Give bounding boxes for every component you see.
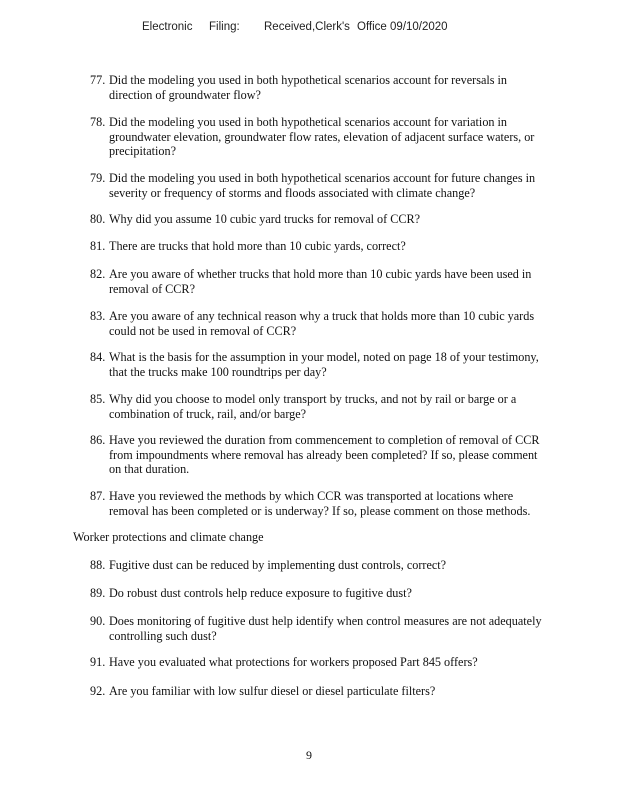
question-text-line: There are trucks that hold more than 10 cubic yards, correct?: [109, 239, 406, 253]
question-number: 89.: [90, 586, 106, 600]
question-number: 79.: [90, 171, 106, 185]
question-item: [90, 655, 590, 670]
question-item: [90, 433, 590, 477]
question-text-line: Are you aware of whether trucks that hold more than 10 cubic yards have been used in: [109, 267, 532, 281]
question-item: [90, 267, 590, 296]
question-number: 82.: [90, 267, 106, 281]
question-item: [90, 350, 590, 379]
question-text-line: Why did you choose to model only transport by trucks, and not by rail or barge or a: [109, 392, 517, 406]
header-received-clerks: Received,Clerk's: [264, 21, 350, 33]
question-text-line: Fugitive dust can be reduced by implementing dust controls, correct?: [109, 558, 447, 572]
question-text-line: Did the modeling you used in both hypothetical scenarios account for reversals in: [109, 73, 508, 87]
question-text-line: from impoundments where removal has already been completed? If so, please comment: [109, 447, 538, 462]
question-number: 86.: [90, 433, 106, 447]
question-text-line: could not be used in removal of CCR?: [109, 323, 297, 338]
question-text-line: combination of truck, rail, and/or barge?: [109, 406, 307, 421]
question-number: 81.: [90, 239, 106, 253]
question-item: [90, 309, 590, 338]
question-text-line: Did the modeling you used in both hypothetical scenarios account for variation in: [109, 115, 508, 129]
question-text-line: What is the basis for the assumption in your model, noted on page 18 of your testimony,: [109, 350, 539, 364]
question-number: 90.: [90, 614, 106, 628]
question-text-line: groundwater elevation, groundwater flow rates, elevation of adjacent surface waters, or: [109, 129, 535, 144]
question-number: 78.: [90, 115, 106, 129]
page-number: 9: [306, 748, 312, 762]
question-item: [90, 212, 590, 227]
question-text-line: Are you aware of any technical reason why a truck that holds more than 10 cubic yards: [109, 309, 535, 323]
question-item: [90, 489, 590, 518]
question-number: 83.: [90, 309, 106, 323]
question-text-line: precipitation?: [109, 144, 177, 158]
question-text-line: removal has been completed or is underway? If so, please comment on those methods.: [109, 503, 531, 518]
question-text-line: severity or frequency of storms and floods associated with climate change?: [109, 185, 476, 200]
question-text-line: Have you reviewed the methods by which CCR was transported at locations where: [109, 489, 514, 503]
question-number: 80.: [90, 212, 106, 226]
header-filing: Filing:: [209, 21, 240, 33]
question-number: 88.: [90, 558, 106, 572]
question-item: [90, 684, 590, 699]
question-text-line: Are you familiar with low sulfur diesel or diesel particulate filters?: [109, 684, 436, 698]
question-number: 77.: [90, 73, 106, 87]
question-item: [90, 586, 590, 601]
question-text-line: direction of groundwater flow?: [109, 87, 261, 102]
question-number: 84.: [90, 350, 106, 364]
header-electronic: Electronic: [142, 21, 193, 33]
question-text-line: that the trucks make 100 roundtrips per day?: [109, 364, 327, 379]
question-item: [90, 614, 590, 643]
question-number: 85.: [90, 392, 106, 406]
question-item: [90, 392, 590, 421]
question-item: [90, 239, 590, 254]
question-number: 92.: [90, 684, 106, 698]
question-text-line: Have you reviewed the duration from commencement to completion of removal of CCR: [109, 433, 540, 447]
question-item: [90, 115, 590, 159]
question-text-line: controlling such dust?: [109, 628, 217, 643]
question-item: [90, 558, 590, 573]
question-text-line: removal of CCR?: [109, 281, 195, 296]
question-text-line: Do robust dust controls help reduce exposure to fugitive dust?: [109, 586, 412, 600]
question-item: [90, 73, 590, 102]
question-text-line: Why did you assume 10 cubic yard trucks for removal of CCR?: [109, 212, 421, 226]
question-text-line: on that duration.: [109, 462, 190, 476]
question-number: 87.: [90, 489, 106, 503]
question-text-line: Does monitoring of fugitive dust help identify when control measures are not adequately: [109, 614, 542, 628]
section-heading: Worker protections and climate change: [73, 530, 264, 544]
question-text-line: Did the modeling you used in both hypothetical scenarios account for future changes in: [109, 171, 536, 185]
header-office-date: Office 09/10/2020: [357, 21, 448, 33]
question-number: 91.: [90, 655, 106, 669]
question-item: [90, 171, 590, 200]
question-text-line: Have you evaluated what protections for workers proposed Part 845 offers?: [109, 655, 478, 669]
